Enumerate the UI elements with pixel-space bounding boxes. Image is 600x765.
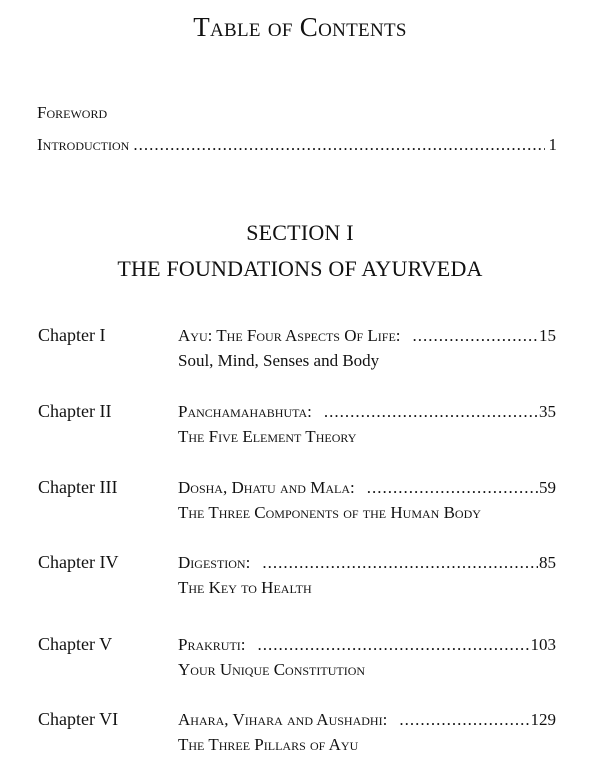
chapter-entry-6: [38, 709, 568, 765]
chapter-page: 35: [539, 402, 556, 421]
chapter-entry-1: [38, 325, 568, 381]
section-number: SECTION I: [246, 220, 354, 245]
chapter-entry-4: [38, 552, 568, 608]
dot-leader: [133, 135, 544, 155]
toc-entry-page: 1: [548, 135, 557, 154]
dot-leader: [413, 326, 538, 346]
chapter-title: Digestion:: [178, 553, 251, 572]
toc-entry-foreword: [37, 103, 557, 123]
chapter-label: Chapter I: [38, 325, 106, 345]
page-title: Table of Contents: [193, 12, 407, 42]
chapter-label: Chapter VI: [38, 709, 119, 729]
chapter-subtitle: The Three Components of the Human Body: [178, 503, 481, 522]
chapter-page: 15: [539, 326, 556, 345]
chapter-entry-3: [38, 477, 568, 533]
chapter-title-line: [178, 710, 556, 730]
chapter-subtitle: Soul, Mind, Senses and Body: [178, 351, 380, 370]
dot-leader: [258, 635, 530, 655]
toc-entry-introduction: [37, 135, 557, 155]
chapter-subtitle: The Key to Health: [178, 578, 312, 597]
chapter-title: Ahara, Vihara and Aushadhi:: [178, 710, 388, 729]
toc-entry-label: Introduction: [37, 135, 130, 154]
chapter-page: 59: [539, 478, 556, 497]
chapter-page: 129: [530, 710, 556, 729]
chapter-page: 85: [539, 553, 556, 572]
chapter-title-line: [178, 635, 556, 655]
chapter-title-line: [178, 326, 556, 346]
chapter-entry-5: [38, 634, 568, 690]
chapter-subtitle: The Five Element Theory: [178, 427, 357, 446]
chapter-entry-2: [38, 401, 568, 457]
chapter-label: Chapter III: [38, 477, 118, 497]
chapter-title-line: [178, 402, 556, 422]
chapter-subtitle: The Three Pillars of Ayu: [178, 735, 359, 754]
chapter-title: Dosha, Dhatu and Mala:: [178, 478, 355, 497]
dot-leader: [367, 478, 538, 498]
chapter-label: Chapter IV: [38, 552, 119, 572]
chapter-label: Chapter V: [38, 634, 113, 654]
chapter-title: Prakruti:: [178, 635, 246, 654]
section-name: THE FOUNDATIONS OF AYURVEDA: [117, 256, 483, 281]
dot-leader: [262, 553, 538, 573]
dot-leader: [324, 402, 538, 422]
dot-leader: [399, 710, 529, 730]
toc-entry-label: Foreword: [37, 103, 108, 122]
chapter-page: 103: [530, 635, 556, 654]
chapter-label: Chapter II: [38, 401, 112, 421]
chapter-title: Panchamahabhuta:: [178, 402, 312, 421]
chapter-title: Ayu: The Four Aspects Of Life:: [178, 326, 401, 345]
chapter-title-line: [178, 553, 556, 573]
chapter-subtitle: Your Unique Constitution: [178, 660, 366, 679]
chapter-title-line: [178, 478, 556, 498]
